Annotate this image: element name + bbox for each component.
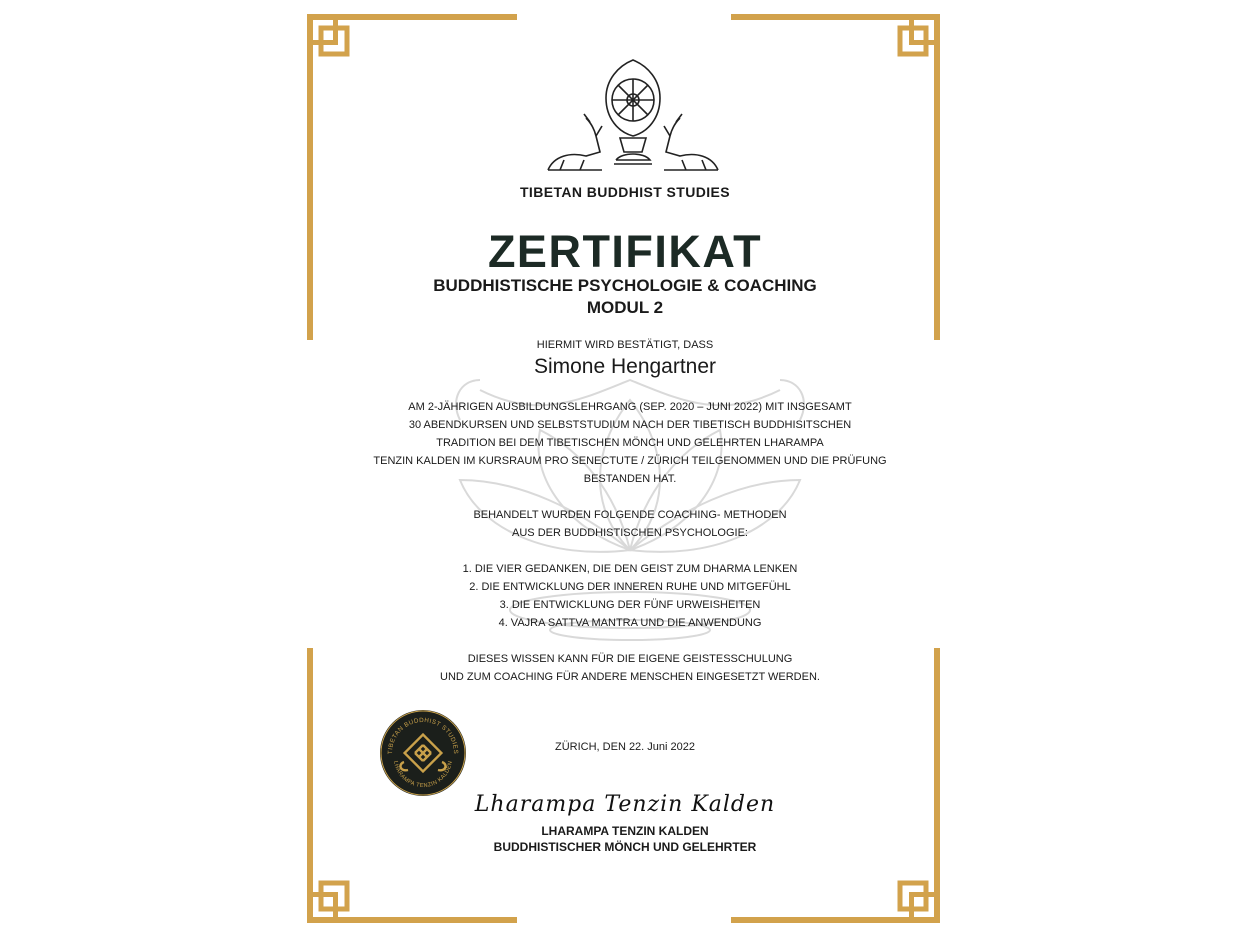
signature: Lharampa Tenzin Kalden [474,792,776,817]
closing-line: UND ZUM COACHING FÜR ANDERE MENSCHEN EINGESETZT WERDEN. [440,671,820,683]
certificate-body [345,398,915,488]
method-item: 3. DIE ENTWICKLUNG DER FÜNF URWEISHEITEN [499,599,761,611]
methods-list [345,560,915,632]
corner-knot-icon [896,879,940,923]
body-line: AM 2-JÄHRIGEN AUSBILDUNGSLEHRGANG (SEP. 2020 – JUNI 2022) MIT INSGESAMT [408,401,852,413]
course-subtitle: BUDDHISTISCHE PSYCHOLOGIE & COACHING [433,276,817,295]
place-date: ZÜRICH, DEN 22. Juni 2022 [555,741,695,753]
methods-intro-line: BEHANDELT WURDEN FOLGENDE COACHING- METHODEN [473,509,787,521]
certificate-title: ZERTIFIKAT [487,226,763,277]
methods-intro [345,506,915,542]
seal-stamp [378,708,468,798]
body-line: 30 ABENDKURSEN UND SELBSTSTUDIUM NACH DER TIBETISCH BUDDHISITSCHEN [408,419,852,431]
method-item: 1. DIE VIER GEDANKEN, DIE DEN GEIST ZUM DHARMA LENKEN [462,563,798,575]
corner-knot-icon [307,14,351,58]
seal-top-text: TIBETAN BUDDHIST STUDIES [386,716,460,755]
body-line: TRADITION BEI DEM TIBETISCHEN MÖNCH UND GELEHRTEN LHARAMPA [436,437,824,449]
confirmation-text: HIERMIT WIRD BESTÄTIGT, DASS [536,339,714,351]
corner-knot-icon [896,14,940,58]
seal-bottom-text: LHARAMPA TENZIN KALDEN [392,760,454,790]
module-label: MODUL 2 [586,298,664,317]
method-item: 2. DIE ENTWICKLUNG DER INNEREN RUHE UND MITGEFÜHL [469,581,791,593]
body-line: BESTANDEN HAT. [583,473,677,485]
signer-title: BUDDHISTISCHER MÖNCH UND GELEHRTER [493,840,757,854]
corner-knot-icon [307,879,351,923]
method-item: 4. VAJRA SATTVA MANTRA UND DIE ANWENDUNG [498,617,762,629]
body-line: TENZIN KALDEN IM KURSRAUM PRO SENECTUTE / ZÜRICH TEILGENOMMEN UND DIE PRÜFUNG [373,455,887,467]
dharma-wheel-deer-emblem [540,56,726,180]
methods-intro-line: AUS DER BUDDHISTISCHEN PSYCHOLOGIE: [512,527,748,539]
closing-statement [345,650,915,686]
closing-line: DIESES WISSEN KANN FÜR DIE EIGENE GEISTESSCHULUNG [467,653,793,665]
signer-name: LHARAMPA TENZIN KALDEN [541,824,709,838]
organization-name: TIBETAN BUDDHIST STUDIES [519,184,730,200]
recipient-name: Simone Hengartner [533,355,717,378]
